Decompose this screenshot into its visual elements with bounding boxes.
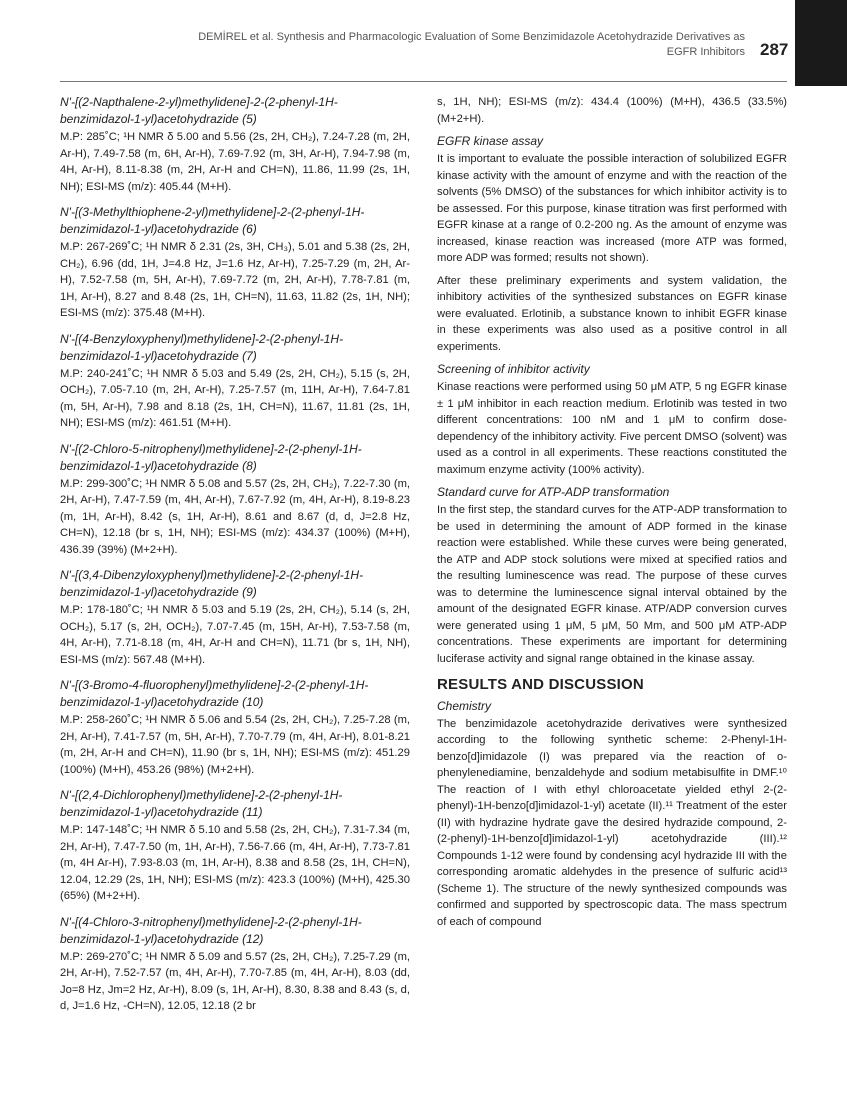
screening-heading: Screening of inhibitor activity bbox=[437, 362, 590, 376]
egfr-assay-paragraph-1: It is important to evaluate the possible interaction of solubilized EGFR kinase activity with the amount of enzyme and with the reaction of the solvents (5% DMSO) of the substances for which inhibitor activity is to be assessed. For this purpose, kinase titration was first performed with EGFR kinase at a range of 0.2-200 ng. As the amount of enzyme was increased, kinase reaction was increased (more ATP was formed, more ADP was formed; results not shown). bbox=[437, 153, 787, 264]
page-number: 287 bbox=[760, 40, 789, 59]
screening-paragraph: Kinase reactions were performed using 50 μM ATP, 5 ng EGFR kinase ± 1 μM inhibitor in each reaction medium. Erlotinib was tested in two different concentrations: 100 nM and 1 μM to confirm dose-dependency of the inhibitory activity. Five percent DMSO (solvent) was used as a control in all experiments. These reactions constituted the maximum enzyme activity (100% activity). bbox=[437, 381, 787, 476]
compound-data: M.P: 299-300˚C; ¹H NMR δ 5.08 and 5.57 (2s, 2H, CH₂), 7.22-7.30 (m, 2H, Ar-H), 7.47-7.59 (m, 4H, Ar-H), 7.67-7.92 (m, 4H, Ar-H), 8.19-8.23 (m, 1H, Ar-H), 8.42 (s, 1H, Ar-H), 8.61 and 8.67 (d, d, J=2.8 Hz, CH=N), 12.18 (br s, 1H, NH); ESI-MS (m/z): 434.37 (100%) (M+H), 436.39 (39%) (M+2+H). bbox=[60, 477, 410, 556]
standard-curve-paragraph: In the first step, the standard curves for the ATP-ADP transformation to be used in determining the amount of ADP formed in the kinase reaction were established. While these curves were being generated, the ATP and ADP stock solutions were mixed at specified ratios and the resulting luminescence was read. The purpose of these curves was to determine the luminescence signal interval obtained by the amount of the designated EGFR kinase. ATP/ADP conversion curves were generated using 1 μM, 5 μM, 50 Mm, and 500 μM ATP-ADP concentrations. These experiments are important for determining luciferase activity and signal range obtained in the kinase assay. bbox=[437, 504, 787, 665]
left-column bbox=[60, 94, 410, 1024]
compound-heading: N'-[(2,4-Dichlorophenyl)methylidene]-2-(2-phenyl-1H-benzimidazol-1-yl)acetohydrazide (11) bbox=[60, 788, 343, 819]
compound-heading: N'-[(3,4-Dibenzyloxyphenyl)methylidene]-2-(2-phenyl-1H-benzimidazol-1-yl)acetohydrazide (9) bbox=[60, 568, 364, 599]
compound-heading: N'-[(3-Bromo-4-fluorophenyl)methylidene]-2-(2-phenyl-1H-benzimidazol-1-yl)acetohydrazide (10) bbox=[60, 678, 369, 709]
egfr-assay-heading: EGFR kinase assay bbox=[437, 134, 544, 148]
compound-data: M.P: 269-270˚C; ¹H NMR δ 5.09 and 5.57 (2s, 2H, CH₂), 7.25-7.29 (m, 2H, Ar-H), 7.52-7.57 (m, 4H, Ar-H), 7.70-7.85 (m, 4H, Ar-H), 8.03 (dd, Jo=8 Hz, Jm=2 Hz, Ar-H), 8.09 (s, 1H, Ar-H), 8.30, 8.38 and 8.43 (s, d, d, J=1.6 Hz, -CH=N), 12.05, 12.18 (2 br bbox=[60, 950, 410, 1012]
chemistry-paragraph: The benzimidazole acetohydrazide derivatives were synthesized according to the following synthetic scheme: 2-Phenyl-1H-benzo[d]imidazole (I) was prepared via the reaction of o-phenylenediamine, benzaldehyde and sodium metabisulfite in DMF.¹⁰ The reaction of I with ethyl chloroacetate yielded ethyl 2-(2-phenyl)-1H-benzo[d]imidazol-1-yl) acetate (II).¹¹ Treatment of the ester (II) with hydrazine hydrate gave the desired hydrazide compound, 2-(2-phenyl)-1H-benzo[d]imidazol-1-yl) acetohydrazide (III).¹² Compounds 1-12 were found by condensing acyl hydrazide III with the corresponding aromatic aldehydes in the presence of sulfuric acid¹³ (Scheme 1). The structure of the newly synthesized compounds was confirmed and supported by spectroscopic data. The mass spectrum of each of compound bbox=[437, 717, 787, 928]
compound-heading: N'-[(3-Methylthiophene-2-yl)methylidene]-2-(2-phenyl-1H-benzimidazol-1-yl)acetohydrazide (6) bbox=[60, 205, 365, 236]
compound-data: M.P: 285˚C; ¹H NMR δ 5.00 and 5.56 (2s, 2H, CH₂), 7.24-7.28 (m, 2H, Ar-H), 7.49-7.58 (m, 6H, Ar-H), 7.69-7.92 (m, 3H, Ar-H), 7.94-7.98 (m, 4H, Ar-H), 8.11-8.38 (m, 2H, Ar-H and CH=N), 11.86, 11.99 (2s, 1H, NH); ESI-MS (m/z): 405.44 (M+H). bbox=[60, 131, 410, 193]
compound-data: M.P: 240-241˚C; ¹H NMR δ 5.03 and 5.49 (2s, 2H, CH₂), 5.15 (s, 2H, OCH₂), 7.05-7.10 (m, 2H, Ar-H), 7.25-7.57 (m, 11H, Ar-H), 7.64-7.81 (m, 5H, Ar-H), 7.98 and 8.18 (2s, 1H, CH=N), 11.67, 11.81 (2s, 1H, NH); ESI-MS (m/z): 461.51 (M+H). bbox=[60, 367, 410, 429]
header-rule bbox=[60, 81, 787, 82]
running-header-line2: EGFR Inhibitors bbox=[666, 46, 745, 58]
results-section-heading: RESULTS AND DISCUSSION bbox=[437, 676, 644, 693]
continuation-text: s, 1H, NH); ESI-MS (m/z): 434.4 (100%) (M+H), 436.5 (33.5%) (M+2+H). bbox=[437, 96, 787, 125]
standard-curve-heading: Standard curve for ATP-ADP transformation bbox=[437, 485, 670, 499]
compound-heading: N'-[(4-Chloro-3-nitrophenyl)methylidene]-2-(2-phenyl-1H-benzimidazol-1-yl)acetohydrazide (12) bbox=[60, 914, 362, 946]
compound-data: M.P: 178-180˚C; ¹H NMR δ 5.03 and 5.19 (2s, 2H, CH₂), 5.14 (s, 2H, OCH₂), 5.17 (s, 2H, OCH₂), 7.07-7.45 (m, 15H, Ar-H), 7.53-7.58 (m, 4H, Ar-H), 7.71-8.18 (m, 4H, Ar-H and CH=N), 11.71 (br s, 1H, NH), ESI-MS (m/z): 567.48 (M+H). bbox=[60, 604, 410, 666]
page-edge-tab bbox=[795, 0, 847, 86]
running-header bbox=[150, 30, 745, 60]
egfr-assay-paragraph-2: After these preliminary experiments and system validation, the inhibitory activities of the synthesized substances on EGFR kinase were evaluated. Erlotinib, a substance known to inhibit EGFR kinase in these experiments was also used as a positive control in all experiments. bbox=[437, 274, 787, 353]
compound-heading: N'-[(2-Napthalene-2-yl)methylidene]-2-(2-phenyl-1H-benzimidazol-1-yl)acetohydrazide (5) bbox=[60, 95, 338, 126]
compound-data: M.P: 267-269˚C; ¹H NMR δ 2.31 (2s, 3H, CH₃), 5.01 and 5.38 (2s, 2H, CH₂), 6.96 (dd, 1H, J=4.8 Hz, J=1.6 Hz, Ar-H), 7.25-7.29 (m, 2H, Ar-H), 7.52-7.58 (m, 5H, Ar-H), 7.69-7.72 (m, 2H, Ar-H), 7.78-7.81 (m, 1H, Ar-H), 8.27 and 8.48 (2s, 1H, CH=N), 11.63, 11.82 (2s, 1H, NH); ESI-MS (m/z): 375.48 (M+H). bbox=[60, 241, 410, 319]
compound-heading: N'-[(4-Benzyloxyphenyl)methylidene]-2-(2-phenyl-1H-benzimidazol-1-yl)acetohydrazide (7) bbox=[60, 331, 344, 363]
chemistry-heading: Chemistry bbox=[437, 698, 492, 713]
right-column bbox=[437, 94, 787, 936]
running-header-line1: DEMİREL et al. Synthesis and Pharmacologic Evaluation of Some Benzimidazole Acetohydrazide Derivatives as bbox=[198, 31, 745, 43]
compound-data: M.P: 147-148˚C; ¹H NMR δ 5.10 and 5.58 (2s, 2H, CH₂), 7.31-7.34 (m, 2H, Ar-H), 7.47-7.50 (m, 1H, Ar-H), 7.56-7.66 (m, 4H, Ar-H), 7.73-7.81 (m, 4H Ar-H), 7.93-8.03 (m, 1H, Ar-H), 8.38 and 8.58 (2s, 1H, CH=N), 12.04, 12.29 (2s, 1H, NH); ESI-MS (m/z): 423.3 (100%) (M+H), 425.30 (65%) (M+2+H). bbox=[60, 824, 410, 902]
compound-heading: N'-[(2-Chloro-5-nitrophenyl)methylidene]-2-(2-phenyl-1H-benzimidazol-1-yl)acetohydrazide (8) bbox=[60, 441, 362, 473]
compound-data: M.P: 258-260˚C; ¹H NMR δ 5.06 and 5.54 (2s, 2H, CH₂), 7.25-7.28 (m, 2H, Ar-H), 7.41-7.57 (m, 5H, Ar-H), 7.70-7.79 (m, 4H, Ar-H), 8.01-8.21 (m, 2H, Ar-H and CH=N), 11.90 (br s, 1H, NH); ESI-MS (m/z): 451.29 (100%) (M+H), 453.26 (98%) (M+2+H). bbox=[60, 714, 410, 776]
